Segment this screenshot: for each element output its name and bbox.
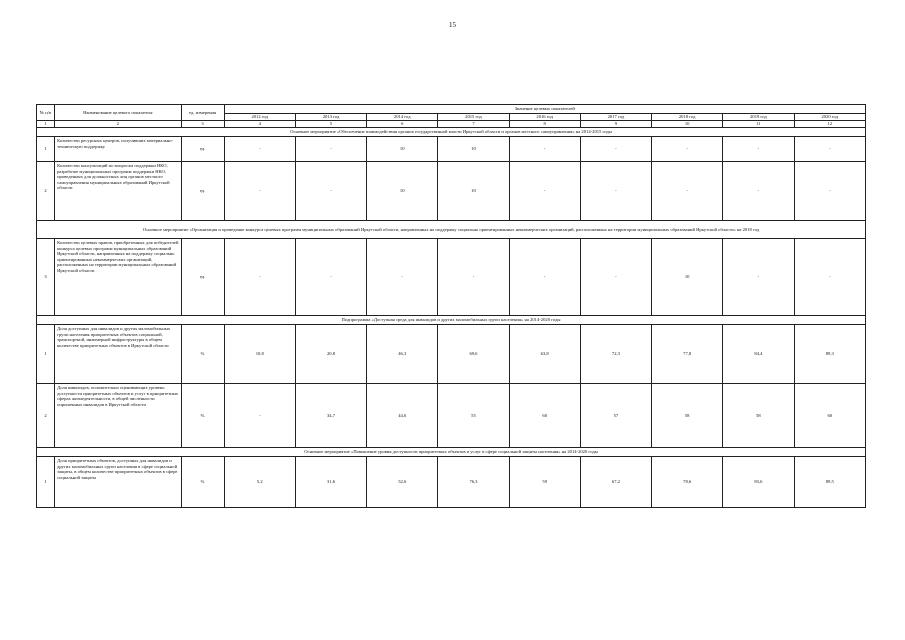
value-cell: 59 xyxy=(509,457,580,508)
header-year: 2015 год xyxy=(438,114,509,121)
value-cell: - xyxy=(580,162,651,221)
column-index: 11 xyxy=(723,121,794,128)
table-row xyxy=(37,384,866,448)
value-cell: - xyxy=(723,239,794,316)
column-index: 6 xyxy=(367,121,438,128)
value-cell: - xyxy=(723,137,794,162)
unit-cell: % xyxy=(181,325,224,384)
value-cell: 60 xyxy=(794,384,865,448)
value-cell: - xyxy=(794,162,865,221)
value-cell: 77,8 xyxy=(652,325,723,384)
header-num: № п/п xyxy=(37,105,55,121)
value-cell: 72,3 xyxy=(580,325,651,384)
value-cell: - xyxy=(295,162,366,221)
unit-cell: ед. xyxy=(181,239,224,316)
value-cell: 76,3 xyxy=(438,457,509,508)
column-index: 3 xyxy=(181,121,224,128)
header-name: Наименование целевого показателя xyxy=(55,105,181,121)
value-cell: 5,2 xyxy=(224,457,295,508)
value-cell: - xyxy=(652,162,723,221)
section-header-row xyxy=(37,221,866,239)
header-year: 2020 год xyxy=(794,114,865,121)
header-year: 2013 год xyxy=(295,114,366,121)
value-cell: 67,2 xyxy=(580,457,651,508)
value-cell: - xyxy=(224,137,295,162)
header-year: 2019 год xyxy=(723,114,794,121)
value-cell: 60 xyxy=(509,384,580,448)
unit-cell: ед. xyxy=(181,162,224,221)
value-cell: 10 xyxy=(652,239,723,316)
section-title: Основное мероприятие «Повышение уровня доступности приоритетных объектов и услуг в сфере социальной защиты населения» на 2014-2020 годы xyxy=(37,448,866,457)
table-row xyxy=(37,457,866,508)
column-index: 1 xyxy=(37,121,55,128)
section-header-row xyxy=(37,128,866,137)
header-unit: ед. измерения xyxy=(181,105,224,121)
value-cell: - xyxy=(224,384,295,448)
value-cell: - xyxy=(295,239,366,316)
column-index: 7 xyxy=(438,121,509,128)
value-cell: - xyxy=(224,162,295,221)
header-year: 2016 год xyxy=(509,114,580,121)
table-header-row xyxy=(37,105,866,114)
column-index: 8 xyxy=(509,121,580,128)
unit-cell: % xyxy=(181,384,224,448)
indicator-name: Количество консультаций по вопросам поддержки НКО, разработке муниципальных программ поддержки НКО, проведенных для должностных лиц органов местного самоуправления муниципальных образований Иркутской области xyxy=(55,162,181,221)
value-cell: 55 xyxy=(438,384,509,448)
value-cell: 63,8 xyxy=(509,325,580,384)
page-number: 15 xyxy=(449,21,456,29)
value-cell: 31,6 xyxy=(295,457,366,508)
section-title: Основное мероприятие «Организация и проведение конкурса целевых программ муниципальных образований Иркутской области, направленных на поддержку социально ориентированных некоммерческих организаций, расположенных на территории муниципальных образований Иркутской области» на 2018 год xyxy=(37,221,866,239)
value-cell: 69,6 xyxy=(438,325,509,384)
value-cell: 58 xyxy=(652,384,723,448)
value-cell: - xyxy=(794,137,865,162)
column-index: 9 xyxy=(580,121,651,128)
header-year: 2012 год xyxy=(224,114,295,121)
section-header-row xyxy=(37,448,866,457)
column-index: 2 xyxy=(55,121,181,128)
value-cell: - xyxy=(652,137,723,162)
value-cell: 89,3 xyxy=(794,325,865,384)
value-cell: 10 xyxy=(438,162,509,221)
value-cell: 20,8 xyxy=(295,325,366,384)
value-cell: 84,4 xyxy=(723,325,794,384)
value-cell: 83,6 xyxy=(723,457,794,508)
table-row xyxy=(37,137,866,162)
header-values-group: Значение целевых показателей xyxy=(224,105,865,114)
column-index: 10 xyxy=(652,121,723,128)
value-cell: 44,6 xyxy=(367,384,438,448)
row-number: 1 xyxy=(37,137,55,162)
header-year: 2018 год xyxy=(652,114,723,121)
indicator-name: Доля инвалидов, положительно оценивающих уровень доступности приоритетных объектов и услуг в приоритетных сферах жизнедеятельности, в общей численности опрошенных инвалидов в Иркутской области xyxy=(55,384,181,448)
column-index-row xyxy=(37,121,866,128)
section-title: Основное мероприятие «Обеспечение взаимодействия органов государственной власти Иркутской области и органов местного самоуправления» на 2014-2015 годы xyxy=(37,128,866,137)
value-cell: 46,3 xyxy=(367,325,438,384)
column-index: 12 xyxy=(794,121,865,128)
table-row xyxy=(37,325,866,384)
value-cell: 10 xyxy=(438,137,509,162)
indicator-name: Доля приоритетных объектов, доступных для инвалидов и других маломобильных групп населения в сфере социальной защиты, в общем количестве приоритетных объектов в сфере социальной защиты xyxy=(55,457,181,508)
row-number: 2 xyxy=(37,162,55,221)
indicators-table xyxy=(36,104,866,508)
section-title: Подпрограмма «Доступная среда для инвалидов и других маломобильных групп населения» на 2014-2020 годы xyxy=(37,316,866,325)
column-index: 5 xyxy=(295,121,366,128)
section-header-row xyxy=(37,316,866,325)
value-cell: 52,6 xyxy=(367,457,438,508)
unit-cell: ед. xyxy=(181,137,224,162)
value-cell: - xyxy=(509,239,580,316)
value-cell: 57 xyxy=(580,384,651,448)
value-cell: - xyxy=(295,137,366,162)
row-number: 1 xyxy=(37,325,55,384)
indicator-name: Количество целевых правов, приобретенных для победителей конкурса целевых программ муниципальных образований Иркутской области, направленных на поддержку социально ориентированных некоммерческих организаций, расположенных на территории муниципальных образований Иркутской области xyxy=(55,239,181,316)
unit-cell: % xyxy=(181,457,224,508)
value-cell: - xyxy=(224,239,295,316)
table-row xyxy=(37,239,866,316)
header-year: 2017 год xyxy=(580,114,651,121)
value-cell: - xyxy=(723,162,794,221)
value-cell: - xyxy=(438,239,509,316)
value-cell: 89,5 xyxy=(794,457,865,508)
value-cell: 58 xyxy=(723,384,794,448)
row-number: 1 xyxy=(37,457,55,508)
indicator-name: Доля доступных для инвалидов и других маломобильных групп населения приоритетных объектов социальной, транспортной, инженерной инфраструктуры в общем количестве приоритетных объектов в Иркутской области xyxy=(55,325,181,384)
value-cell: - xyxy=(580,137,651,162)
value-cell: 10 xyxy=(367,137,438,162)
table-row xyxy=(37,162,866,221)
row-number: 2 xyxy=(37,384,55,448)
value-cell: - xyxy=(509,137,580,162)
value-cell: 78,6 xyxy=(652,457,723,508)
value-cell: 10 xyxy=(367,162,438,221)
header-year: 2014 год xyxy=(367,114,438,121)
value-cell: 10,8 xyxy=(224,325,295,384)
row-number: 3 xyxy=(37,239,55,316)
value-cell: - xyxy=(367,239,438,316)
value-cell: - xyxy=(580,239,651,316)
column-index: 4 xyxy=(224,121,295,128)
value-cell: - xyxy=(509,162,580,221)
value-cell: 34,7 xyxy=(295,384,366,448)
indicator-name: Количество ресурсных центров, получивших материально-техническую поддержку xyxy=(55,137,181,162)
value-cell: - xyxy=(794,239,865,316)
